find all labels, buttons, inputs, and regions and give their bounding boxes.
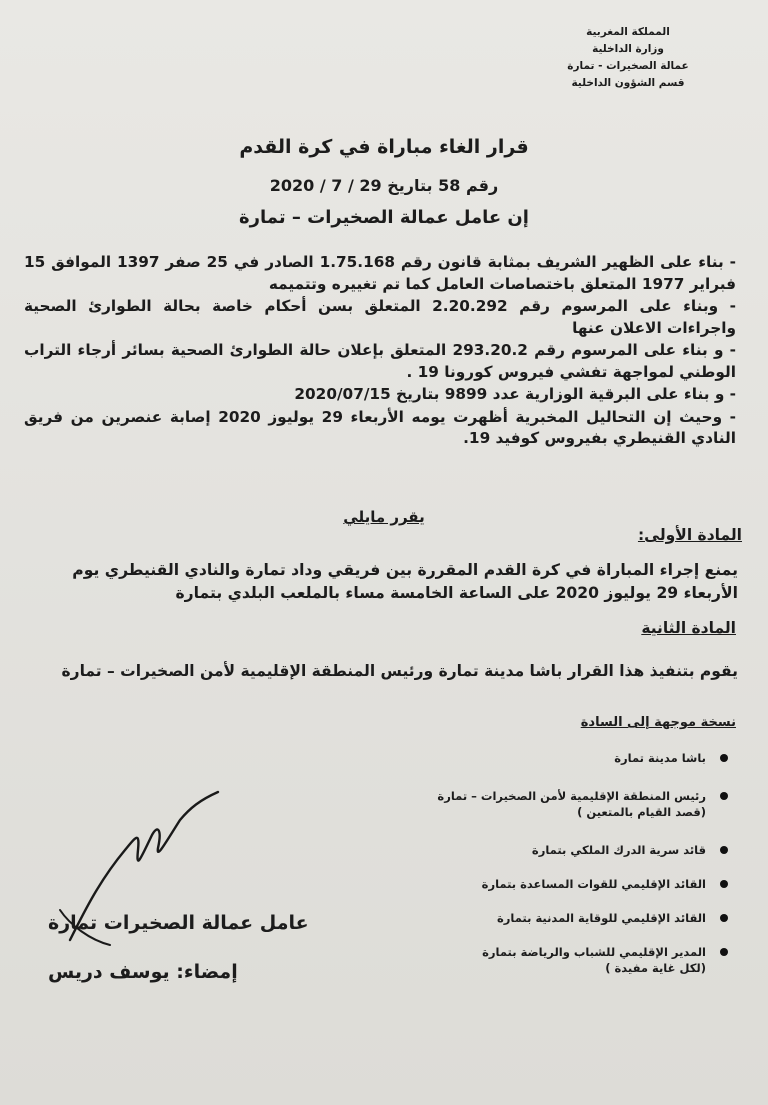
list-item: [368, 788, 728, 804]
copy-note: (قصد القيام بالمتعين ): [577, 805, 706, 819]
copies-list: [368, 750, 728, 976]
copies-heading: نسخة موجهة إلى السادة: [580, 715, 736, 730]
article-1-text: يمنع إجراء المباراة في كرة القدم المقررة بين فريقي وداد تمارة والنادي القنيطري يوم الأربعاء 29 يوليوز 2020 على الساعة الخامسة مساء بالملعب البلدي بتمارة: [72, 561, 738, 602]
letterhead-line: المملكة المغربية: [586, 26, 670, 38]
issuer-line: إن عامل عمالة الصخيرات – تمارة: [239, 207, 529, 228]
signatory-name: إمضاء: يوسف دريس: [48, 961, 238, 983]
letterhead-line: قسم الشؤون الداخلية: [571, 77, 685, 89]
bullet-icon: [720, 914, 728, 922]
consideration-item: - وحيث إن التحاليل المخبرية أظهرت يومه الأربعاء 29 يوليوز 2020 إصابة عنصرين من فريق النادي القنيطري بفيروس كوفيد 19.: [24, 407, 737, 447]
decides-heading: يقرر مايلي: [343, 508, 425, 526]
reference-number: رقم 58 بتاريخ 29 / 7 / 2020: [269, 176, 499, 195]
copy-recipient: القائد الإقليمي للوقاية المدنية بتمارة: [496, 911, 706, 925]
bullet-icon: [720, 754, 728, 762]
article-1-heading: المادة الأولى:: [637, 526, 742, 544]
considerations: [24, 252, 736, 451]
bullet-icon: [720, 880, 728, 888]
list-item: [368, 750, 728, 766]
copy-recipient: باشا مدينة تمارة: [614, 751, 706, 765]
signature-scribble: [40, 790, 260, 960]
list-item: [368, 944, 728, 960]
list-item: [368, 876, 728, 892]
consideration-item: - وبناء على المرسوم رقم 2.20.292 المتعلق بسن أحكام خاصة بحالة الطوارئ الصحية واجراءات الاعلان عنها: [24, 297, 736, 337]
document-title: قرار الغاء مباراة في كرة القدم: [239, 136, 529, 158]
article-2-heading: المادة الثانية: [641, 619, 736, 637]
article-2-text: يقوم بتنفيذ هذا القرار باشا مدينة تمارة ورئيس المنطقة الإقليمية لأمن الصخيرات – تمارة: [61, 662, 738, 680]
consideration-item: - بناء على الظهير الشريف بمثابة قانون رقم 1.75.168 الصادر في 25 صفر 1397 الموافق 15 فبراير 1977 المتعلق باختصاصات العامل كما تم تغييره وتتميمه: [24, 253, 736, 293]
signatory-title: عامل عمالة الصخيرات تمارة: [48, 912, 309, 934]
copy-recipient: رئيس المنطقة الإقليمية لأمن الصخيرات – تمارة: [437, 789, 706, 803]
bullet-icon: [720, 948, 728, 956]
copy-recipient: المدير الإقليمي للشباب والرياضة بتمارة: [482, 945, 706, 959]
consideration-item: - و بناء على البرقية الوزارية عدد 9899 بتاريخ 2020/07/15: [294, 385, 736, 403]
letterhead-line: وزارة الداخلية: [592, 43, 664, 55]
consideration-item: - و بناء على المرسوم رقم 293.20.2 المتعلق بإعلان حالة الطوارئ الصحية بسائر أرجاء التراب الوطني لمواجهة تفشي فيروس كورونا 19 .: [24, 341, 737, 381]
list-item: [368, 842, 728, 858]
list-item: [368, 910, 728, 926]
copy-recipient: القائد الإقليمي للقوات المساعدة بتمارة: [481, 877, 706, 891]
copy-note: (لكل غاية مفيدة ): [605, 961, 706, 975]
bullet-icon: [720, 846, 728, 854]
bullet-icon: [720, 792, 728, 800]
copy-recipient: قائد سرية الدرك الملكي بتمارة: [531, 843, 706, 857]
letterhead-line: عمالة الصخيرات - تمارة: [567, 60, 689, 72]
letterhead: [528, 24, 728, 92]
